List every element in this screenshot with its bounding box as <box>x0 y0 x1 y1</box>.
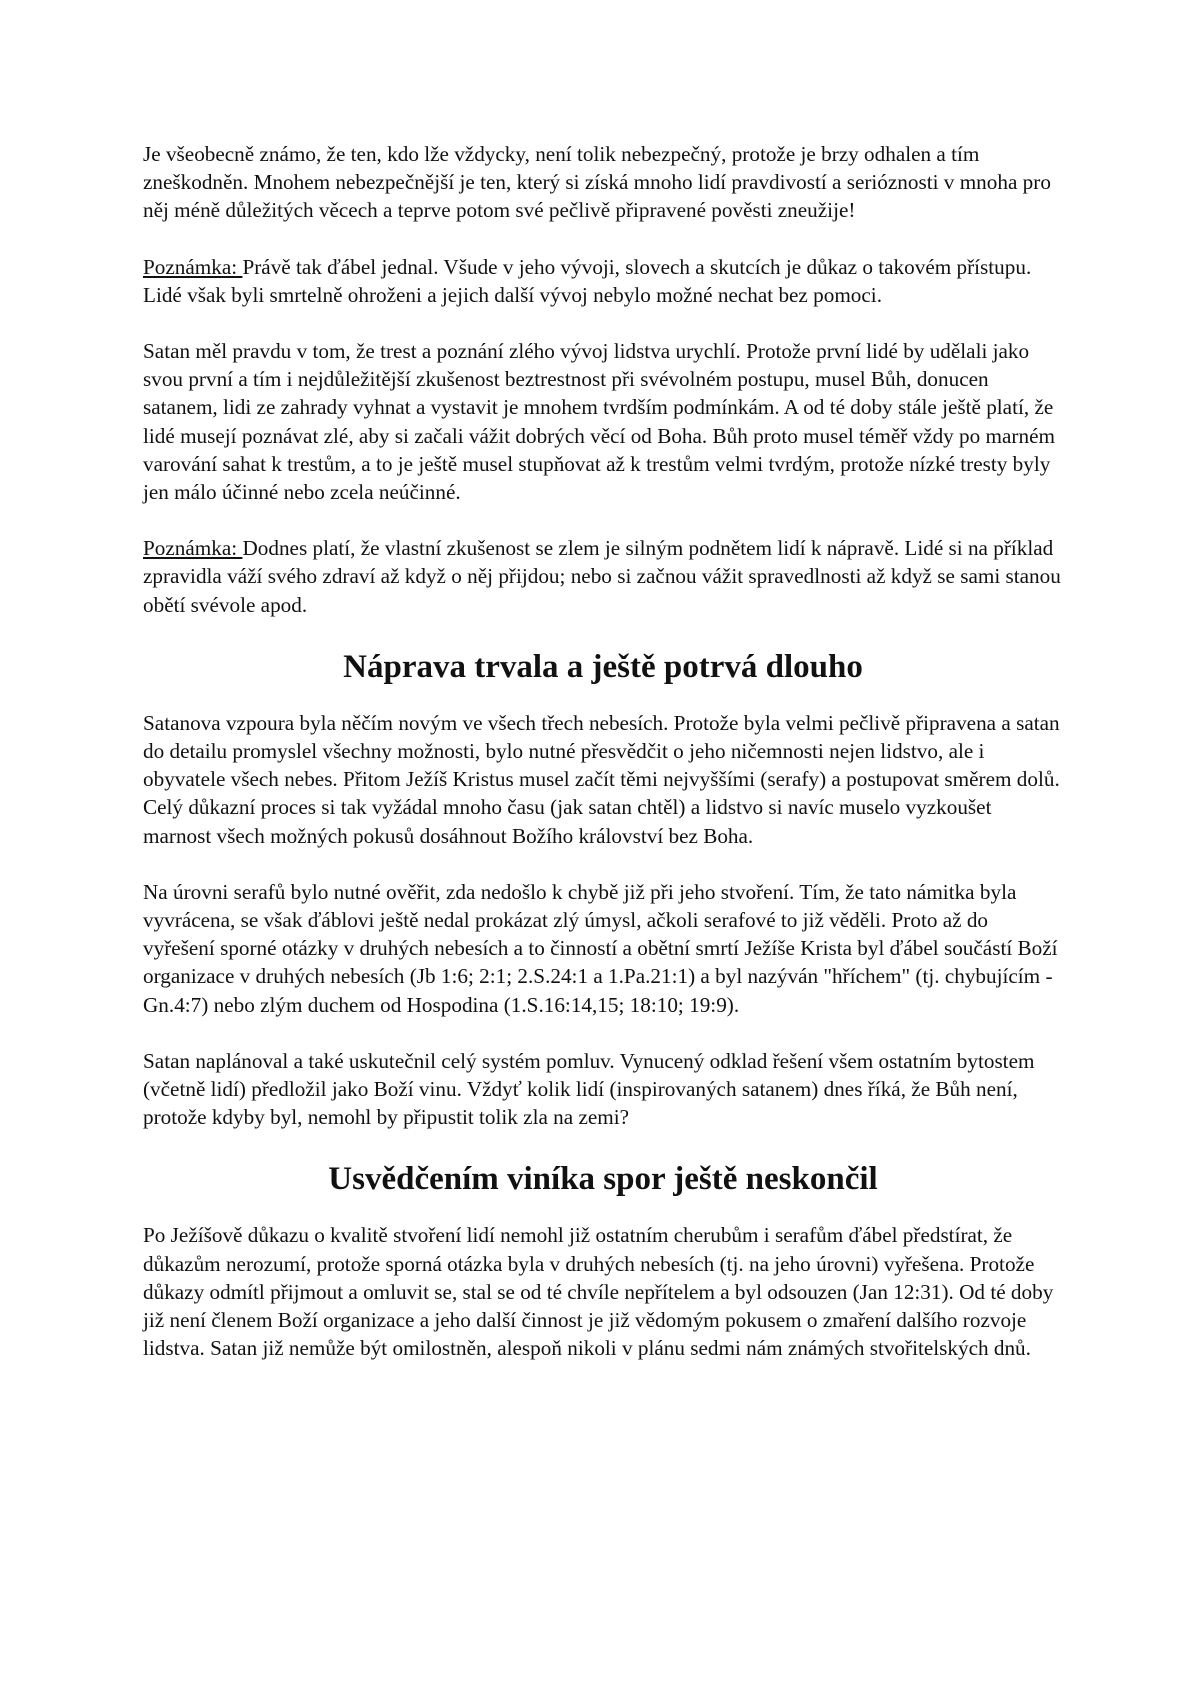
note-text: Právě tak ďábel jednal. Všude v jeho vývoji, slovech a skutcích je důkaz o takovém přístupu. Lidé však byli smrtelně ohroženi a jejich další vývoj nebylo možné nechat bez pomoci. <box>143 254 1032 307</box>
section-heading-usvedcenim: Usvědčením viníka spor ještě neskončil <box>328 1161 878 1198</box>
section-heading-naprava: Náprava trvala a ještě potrvá dlouho <box>343 648 863 685</box>
paragraph-satan-right: Satan měl pravdu v tom, že trest a poznání zlého vývoj lidstva urychlí. Protože první lidé by udělali jako svou první a tím i nejdůležitější zkušenost beztrestnost při svévolném postupu, musel Bůh, donucen satanem, lidi ze zahrady vyhnat a vystavit je mnohem tvrdším podmínkám. A od té doby stále ještě platí, že lidé musejí poznávat zlé, aby si začali vážit dobrých věcí od Boha. Bůh proto musel téměř vždy po marném varování sahat k trestům, a to je ještě musel stupňovat až k trestům velmi tvrdým, protože nízké tresty byly jen málo účinné nebo zcela neúčinné. <box>143 339 1055 505</box>
paragraph-rebellion: Satanova vzpoura byla něčím novým ve všech třech nebesích. Protože byla velmi pečlivě připravena a satan do detailu promyslel všechny možnosti, bylo nutné přesvědčit o jeho ničemnosti nejen lidstvo, ale i obyvatele všech nebes. Přitom Ježíš Kristus musel začít těmi nejvyššími (serafy) a postupovat směrem dolů. Celý důkazní proces si tak vyžádal mnoho času (jak satan chtěl) a lidstvo si navíc muselo vyzkoušet marnost všech možných pokusů dosáhnout Božího království bez Boha. <box>143 710 1060 848</box>
paragraph-note-2 <box>143 534 1063 619</box>
document-page <box>143 140 1063 1391</box>
note-label: Poznámka: <box>143 254 243 279</box>
paragraph-note-1 <box>143 253 1063 309</box>
paragraph-intro: Je všeobecně známo, že ten, kdo lže vždycky, není tolik nebezpečný, protože je brzy odhalen a tím zneškodněn. Mnohem nebezpečnější je ten, který si získá mnoho lidí pravdivostí a serióznosti v mnoha pro něj méně důležitých věcech a teprve potom své pečlivě připravené pověsti zneužije! <box>143 142 1051 223</box>
note-text: Dodnes platí, že vlastní zkušenost se zlem je silným podnětem lidí k nápravě. Lidé si na příklad zpravidla váží svého zdraví až když o něj přijdou; nebo si začnou vážit spravedlnosti až když se sami stanou obětí svévole apod. <box>143 536 1061 617</box>
paragraph-seraphs: Na úrovni serafů bylo nutné ověřit, zda nedošlo k chybě již při jeho stvoření. Tím, že tato námitka byla vyvrácena, se však ďáblovi ještě nedal prokázat zlý úmysl, ačkoli serafové to již věděli. Proto až do vyřešení sporné otázky v druhých nebesích a to činností a obětní smrtí Ježíše Krista byl ďábel součástí Boží organizace v druhých nebesích (Jb 1:6; 2:1; 2.S.24:1 a 1.Pa.21:1) a byl nazýván "hříchem" (tj. chybujícím - Gn.4:7) nebo zlým duchem od Hospodina (1.S.16:14,15; 18:10; 19:9). <box>143 879 1058 1017</box>
paragraph-slander: Satan naplánoval a také uskutečnil celý systém pomluv. Vynucený odklad řešení všem ostatním bytostem (včetně lidí) předložil jako Boží vinu. Vždyť kolik lidí (inspirovaných satanem) dnes říká, že Bůh není, protože kdyby byl, nemohl by připustit tolik zla na zemi? <box>143 1048 1035 1130</box>
paragraph-proof: Po Ježíšově důkazu o kvalitě stvoření lidí nemohl již ostatním cherubům i serafům ďábel předstírat, že důkazům nerozumí, protože sporná otázka byla v druhých nebesích (tj. na jeho úrovni) vyřešena. Protože důkazy odmítl přijmout a omluvit se, stal se od té chvíle nepřítelem a byl odsouzen (Jan 12:31). Od té doby již není členem Boží organizace a jeho další činnost je již vědomým pokusem o zmaření dalšího rozvoje lidstva. Satan již nemůže být omilostněn, alespoň nikoli v plánu sedmi nám známých stvořitelských dnů. <box>143 1223 1054 1361</box>
note-label: Poznámka: <box>143 536 243 561</box>
